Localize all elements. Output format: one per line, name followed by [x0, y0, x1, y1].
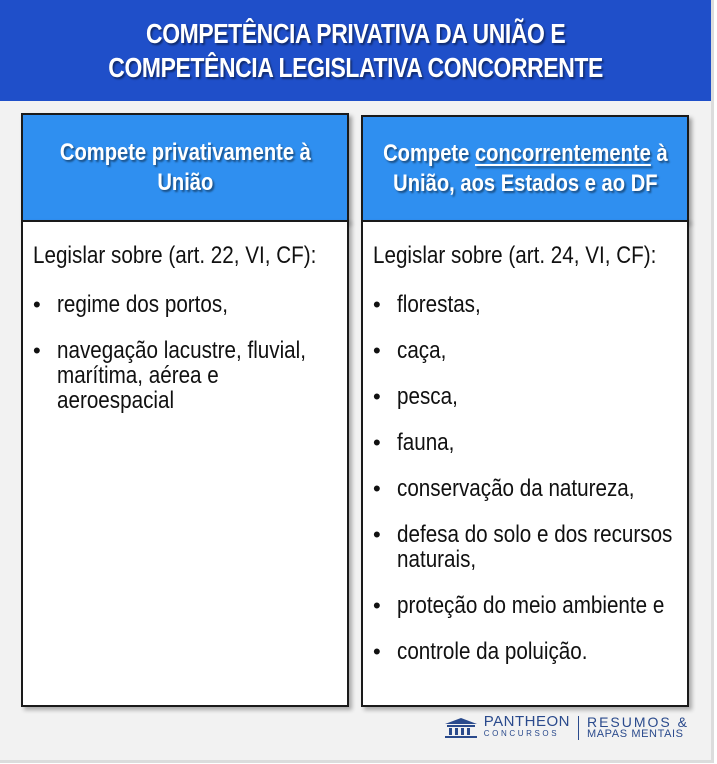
list-item: • navegação lacustre, fluvial, marítima, aérea e aeroespacial: [33, 338, 339, 413]
left-header-line-1: Compete privativamente à: [59, 138, 311, 166]
title-bar: [0, 0, 711, 101]
left-column-header: [21, 113, 349, 222]
tagline: [587, 716, 689, 740]
list-item: • regime dos portos,: [33, 292, 339, 317]
right-column-body: [361, 220, 689, 707]
temple-icon: [444, 717, 478, 739]
right-column-header: [361, 115, 689, 222]
list-item: • pesca,: [373, 384, 679, 409]
left-header-line-2: União: [156, 168, 213, 196]
right-header-line-2: União, aos Estados e ao DF: [392, 169, 658, 197]
right-intro: Legislar sobre (art. 24, VI, CF):: [373, 242, 657, 269]
list-item: • fauna,: [373, 430, 679, 455]
right-item-list: [373, 292, 679, 664]
left-column-body: [21, 220, 349, 707]
left-intro: Legislar sobre (art. 22, VI, CF):: [33, 242, 317, 269]
list-item: • florestas,: [373, 292, 679, 317]
list-item: • proteção do meio ambiente e: [373, 593, 679, 618]
list-item: • controle da poluição.: [373, 639, 679, 664]
brand-name: PANTHEON: [483, 713, 570, 730]
title-line-2: COMPETÊNCIA LEGISLATIVA CONCORRENTE: [108, 51, 603, 83]
list-item: • conservação da natureza,: [373, 476, 679, 501]
tagline-line-1: RESUMOS &: [586, 714, 689, 730]
brand-sub: CONCURSOS: [483, 729, 560, 738]
underlined-word: concorrentemente: [474, 139, 651, 167]
brand: [483, 713, 570, 740]
footer-branding: [444, 713, 689, 740]
list-item: • caça,: [373, 338, 679, 363]
left-item-list: [33, 292, 339, 413]
right-header-line-1: Compete concorrentemente à: [382, 139, 668, 167]
list-item: • defesa do solo e dos recursos naturais,: [373, 522, 679, 572]
tagline-line-2: MAPAS MENTAIS: [586, 728, 684, 740]
title-line-1: COMPETÊNCIA PRIVATIVA DA UNIÃO E: [145, 17, 566, 49]
divider: [578, 716, 579, 740]
